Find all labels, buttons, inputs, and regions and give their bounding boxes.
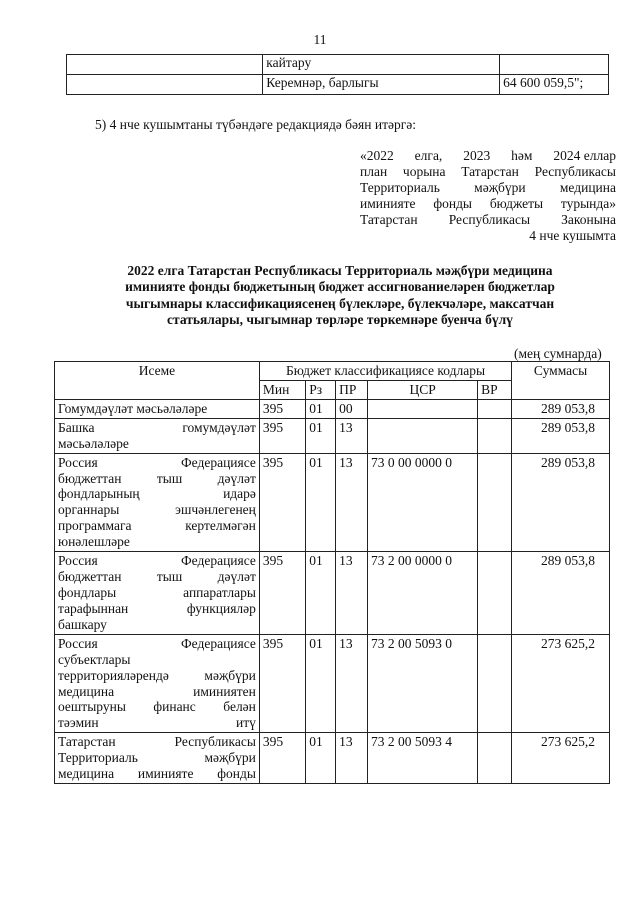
- ref-line: 4 нче кушымта: [529, 227, 616, 243]
- row-csr: [368, 418, 478, 453]
- row-pr: 13: [336, 552, 368, 635]
- row-name: Гомумдәүләт мәсьәләләре: [55, 399, 260, 418]
- row-vr: [478, 453, 512, 552]
- row-pr: 13: [336, 634, 368, 733]
- row-sum: 289 053,8: [512, 399, 610, 418]
- row-rz: 01: [306, 552, 336, 635]
- header-codes: Бюджет классификациясе кодлары: [259, 362, 511, 381]
- table-row: [55, 552, 610, 635]
- row-vr: [478, 733, 512, 784]
- table-row: [55, 418, 610, 453]
- row-pr: 13: [336, 453, 368, 552]
- row-rz: 01: [306, 399, 336, 418]
- ref-line: Татарстан Республикасы Законына: [360, 211, 616, 227]
- header-vr: ВР: [478, 380, 512, 399]
- units-label: (мең сумнарда): [514, 346, 602, 361]
- item-5-text: 5) 4 нче кушымтаны түбәндәге редакциядә бәян итәргә:: [95, 117, 416, 132]
- row-name: Россия Федерациясе бюджеттан тыш дәүләт фондларының идарә органнары эшчәнлегенең программага кертелмәгән юнәлешләре: [55, 453, 260, 552]
- row-min: 395: [259, 733, 305, 784]
- row-sum: 273 625,2: [512, 634, 610, 733]
- table-header-row: [55, 362, 610, 381]
- row-sum: 289 053,8: [512, 453, 610, 552]
- ref-line: Территориаль мәҗбүри медицина: [360, 179, 616, 195]
- row-sum: 289 053,8: [512, 552, 610, 635]
- row-sum: 289 053,8: [512, 418, 610, 453]
- row-name: Татарстан Республикасы Территориаль мәҗбүри медицина иминияте фонды: [55, 733, 260, 784]
- table-row: [55, 399, 610, 418]
- top-table: [66, 54, 609, 95]
- row-name: Россия Федерациясе субъектлары территорияләрендә мәҗбүри медицина иминиятен оештыруны финанс белән тәэмин итү: [55, 634, 260, 733]
- header-rz: Рз: [306, 380, 336, 399]
- table-body: [55, 399, 610, 783]
- row-pr: 00: [336, 399, 368, 418]
- total-amount: 64 600 059,5";: [500, 75, 609, 95]
- row-min: 395: [259, 634, 305, 733]
- ref-line: «2022 елга, 2023 һәм 2024 еллар: [360, 148, 616, 163]
- header-pr: ПР: [336, 380, 368, 399]
- row-min: 395: [259, 552, 305, 635]
- row-rz: 01: [306, 453, 336, 552]
- table-row: [55, 733, 610, 784]
- row-name: Башка гомумдәүләт мәсьәләләре: [55, 418, 260, 453]
- table-cell: кайтару: [263, 55, 500, 75]
- row-rz: 01: [306, 634, 336, 733]
- document-title: 2022 елга Татарстан Республикасы Территориаль мәҗбүри медицина иминияте фонды бюджетының бюджет ассигнованиеләрен бюджетлар чыгымнары классификациясенең бүлекләре, бүлекчәләре, максатчан статьялары, чыгымнар төрләре төркемнәре буенча бүлү: [125, 263, 555, 328]
- row-rz: 01: [306, 733, 336, 784]
- row-vr: [478, 552, 512, 635]
- row-pr: 13: [336, 733, 368, 784]
- table-row: [55, 453, 610, 552]
- header-name: Исеме: [55, 362, 260, 400]
- page-number: 11: [313, 32, 327, 47]
- table-row: [67, 55, 609, 75]
- row-csr: 73 0 00 0000 0: [368, 453, 478, 552]
- table-cell: Керемнәр, барлыгы: [263, 75, 500, 95]
- header-csr: ЦСР: [368, 380, 478, 399]
- row-vr: [478, 634, 512, 733]
- row-rz: 01: [306, 418, 336, 453]
- row-vr: [478, 418, 512, 453]
- row-csr: [368, 399, 478, 418]
- row-csr: 73 2 00 5093 0: [368, 634, 478, 733]
- header-sum: Суммасы: [512, 362, 610, 400]
- budget-table: [54, 361, 610, 784]
- header-min: Мин: [259, 380, 305, 399]
- table-row: [55, 634, 610, 733]
- reference-block: [360, 148, 616, 244]
- row-csr: 73 2 00 5093 4: [368, 733, 478, 784]
- row-min: 395: [259, 399, 305, 418]
- row-min: 395: [259, 418, 305, 453]
- row-pr: 13: [336, 418, 368, 453]
- row-vr: [478, 399, 512, 418]
- ref-line: план чорына Татарстан Республикасы: [360, 163, 616, 179]
- row-sum: 273 625,2: [512, 733, 610, 784]
- row-name: Россия Федерациясе бюджеттан тыш дәүләт фондлары аппаратлары тарафыннан функцияләр башкару: [55, 552, 260, 635]
- row-csr: 73 2 00 0000 0: [368, 552, 478, 635]
- table-row: [67, 75, 609, 95]
- row-min: 395: [259, 453, 305, 552]
- ref-line: иминияте фонды бюджеты турында»: [360, 195, 616, 211]
